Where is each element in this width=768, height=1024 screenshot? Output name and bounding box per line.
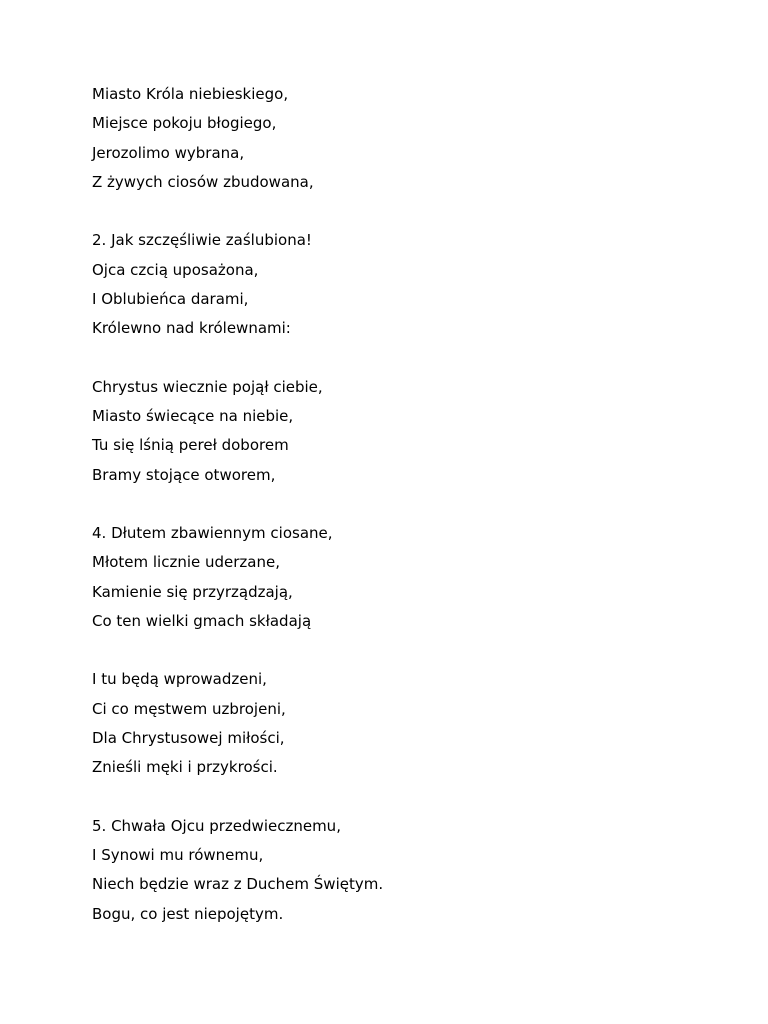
poem-line: Ci co męstwem uzbrojeni,: [92, 699, 286, 718]
poem-line: Bramy stojące otworem,: [92, 465, 276, 484]
poem-line: Królewno nad królewnami:: [92, 319, 291, 338]
poem-line: Znieśli męki i przykrości.: [92, 758, 278, 777]
stanza-3: [92, 376, 732, 493]
stanza-2: [92, 229, 732, 346]
stanza-1: [92, 83, 732, 200]
poem-line: Z żywych ciosów zbudowana,: [92, 172, 314, 191]
poem-line: Chrystus wiecznie pojął ciebie,: [92, 377, 323, 396]
poem-line: Tu się lśnią pereł doborem: [92, 436, 289, 455]
poem-line: Kamienie się przyrządzają,: [92, 582, 293, 601]
poem-line: I Synowi mu równemu,: [92, 845, 264, 864]
poem-line: Miejsce pokoju błogiego,: [92, 114, 277, 133]
stanza-6: [92, 815, 732, 932]
poem-line: Jerozolimo wybrana,: [92, 143, 245, 162]
poem-line: 4. Dłutem zbawiennym ciosane,: [92, 523, 333, 542]
poem-line: Co ten wielki gmach składają: [92, 611, 312, 630]
poem-line: I tu będą wprowadzeni,: [92, 670, 267, 689]
poem-line: Ojca czcią uposażona,: [92, 260, 259, 279]
poem-text: [92, 83, 732, 961]
poem-line: Miasto Króla niebieskiego,: [92, 85, 289, 103]
poem-line: I Oblubieńca darami,: [92, 289, 249, 308]
poem-line: Niech będzie wraz z Duchem Świętym.: [92, 875, 384, 894]
poem-line: Bogu, co jest niepojętym.: [92, 904, 284, 923]
stanza-4: [92, 522, 732, 639]
poem-line: 2. Jak szczęśliwie zaślubiona!: [92, 231, 312, 250]
poem-line: 5. Chwała Ojcu przedwiecznemu,: [92, 816, 341, 835]
poem-line: Młotem licznie uderzane,: [92, 553, 280, 572]
poem-line: Miasto świecące na niebie,: [92, 406, 294, 425]
stanza-5: [92, 668, 732, 785]
poem-line: Dla Chrystusowej miłości,: [92, 728, 285, 747]
